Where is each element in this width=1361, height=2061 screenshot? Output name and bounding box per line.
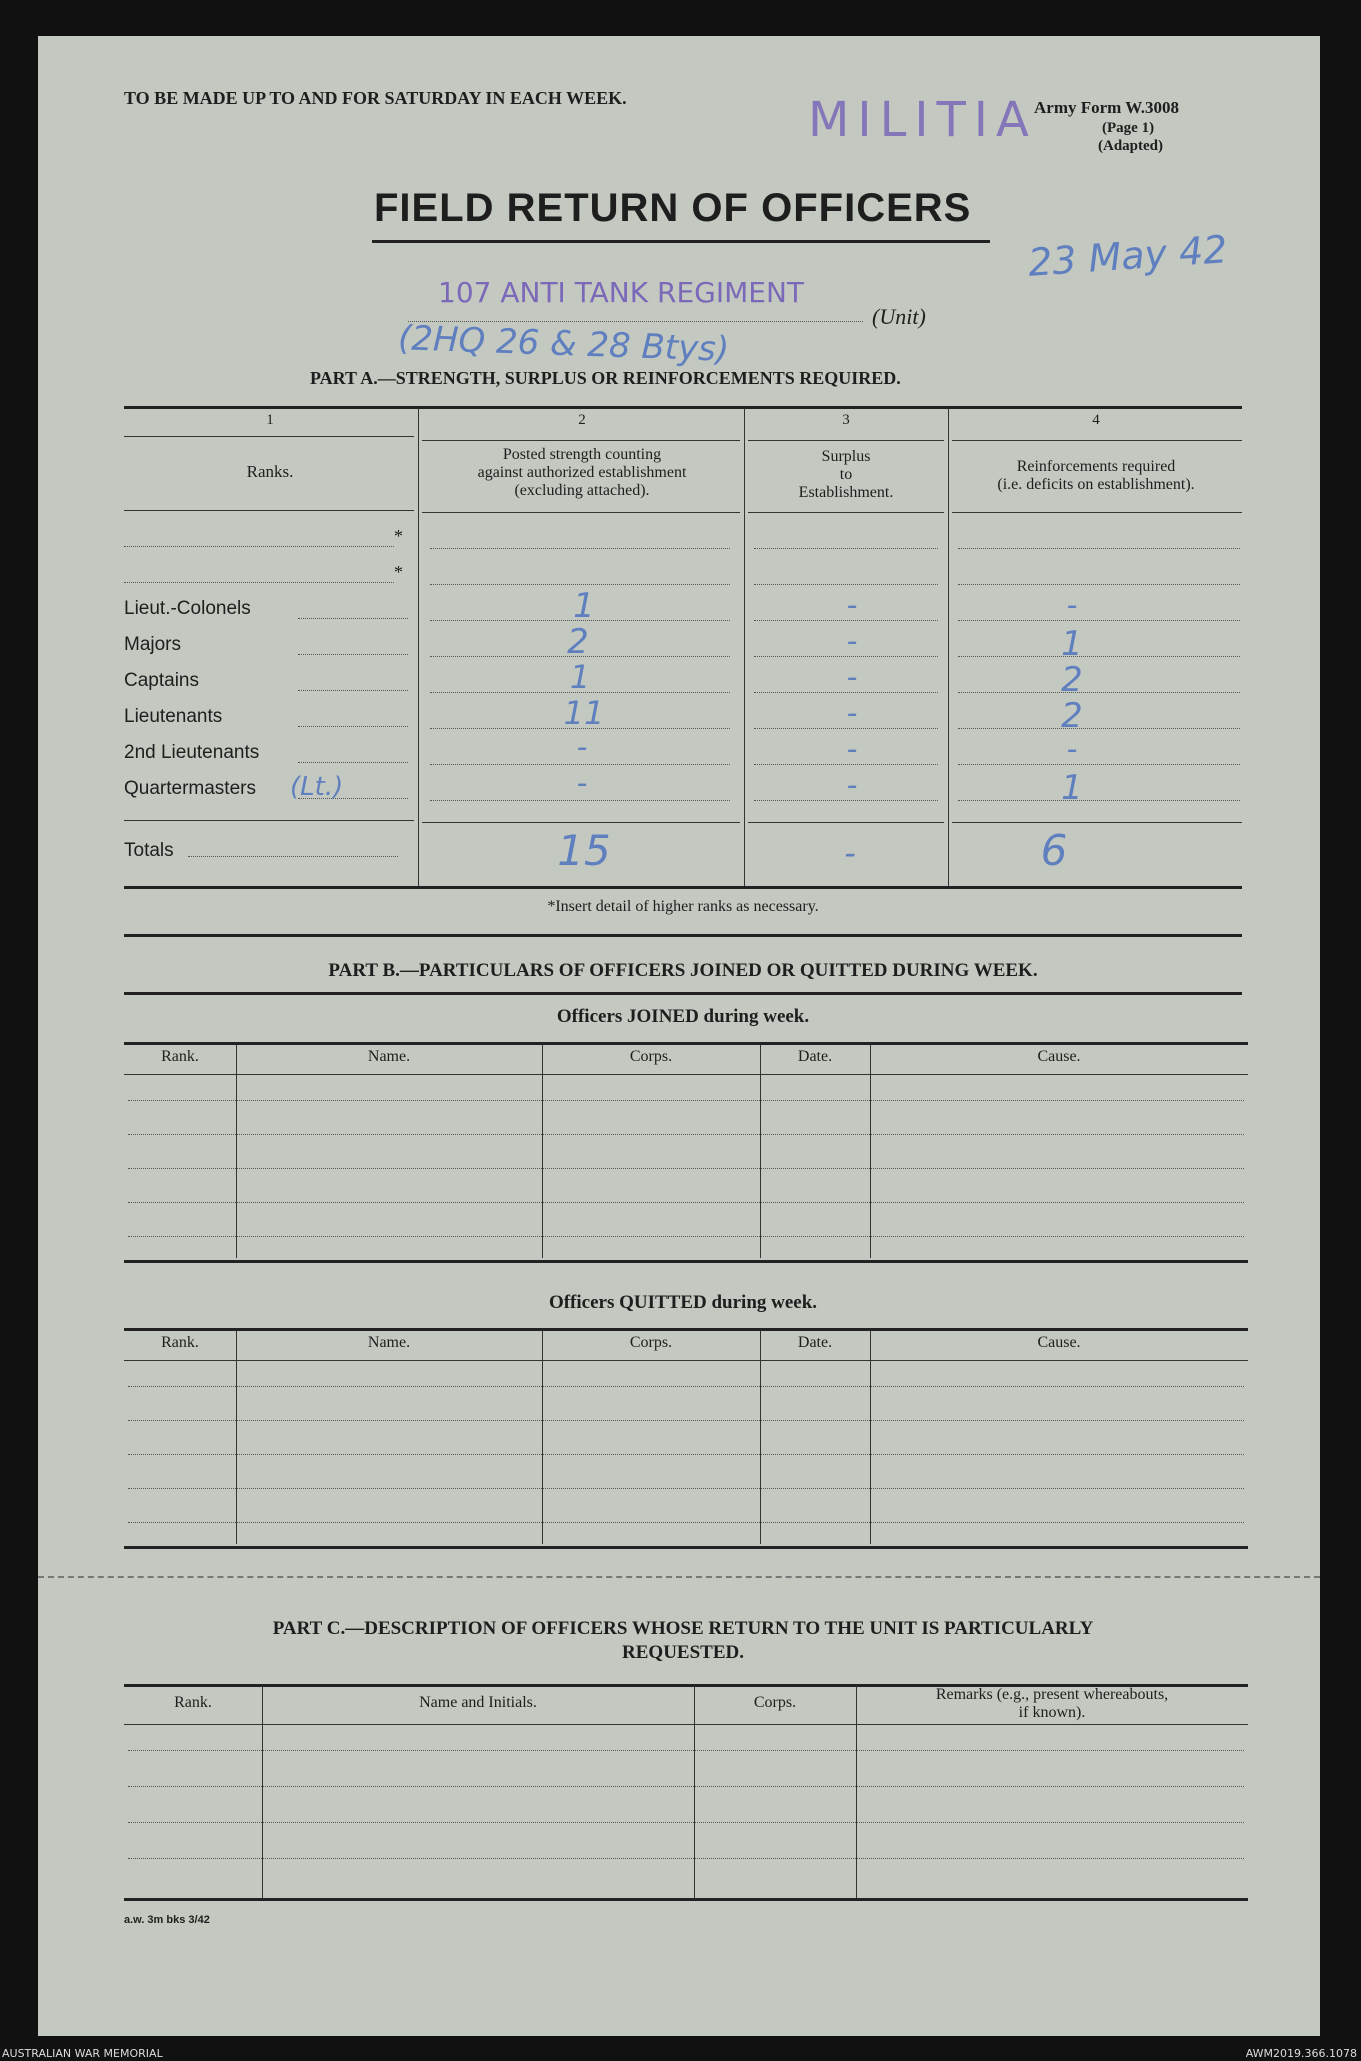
reinf-2nd-lieutenants: - [1066,732,1078,767]
part-a-footnote: *Insert detail of higher ranks as necessary. [547,898,819,915]
form-adapted: (Adapted) [1098,138,1164,154]
page-title: FIELD RETURN OF OFFICERS [374,186,972,230]
part-b-top-rule [124,934,1242,937]
rule [748,512,944,513]
quitted-col-header: Name. [367,1334,411,1351]
joined-col-header: Rank. [161,1048,199,1065]
col-header-reinf-1: Reinforcements required [1016,458,1176,475]
surplus-lieut-colonels: - [846,588,858,623]
quitted-col-divider [236,1330,237,1544]
part-c-remarks-header-2: if known). [1018,1704,1086,1721]
posted-2nd-lieutenants: - [576,730,588,765]
quitted-row-line [128,1522,1244,1523]
form-number: Army Form W.3008 [1034,98,1179,117]
quitted-row-line [128,1454,1244,1455]
unit-label: (Unit) [872,304,926,329]
joined-col-header: Corps. [629,1048,673,1065]
part-c-col-header: Name and Initials. [419,1694,537,1711]
asterisk-1: * [394,526,403,546]
part-c-col-header: Rank. [174,1694,212,1711]
col-divider-1 [418,408,419,886]
quitted-col-divider [870,1330,871,1544]
col-header-ranks: Ranks. [246,462,294,481]
posted-lieutenants: 11 [563,694,605,732]
part-c-remarks-header-1: Remarks (e.g., present whereabouts, [935,1686,1169,1703]
part-c-col-divider [262,1686,263,1898]
rank-lieut-colonels: Lieut.-Colonels [124,598,251,619]
totals-dotline [188,856,398,857]
instruction-text: TO BE MADE UP TO AND FOR SATURDAY IN EACH WEEK. [124,88,627,108]
quitted-col-header: Date. [797,1334,833,1351]
form-sheet [38,36,1320,2036]
title-underline [372,240,990,243]
joined-bottom-rule [124,1260,1248,1263]
part-b-title: PART B.—PARTICULARS OF OFFICERS JOINED OR QUITTED DURING WEEK. [328,960,1038,981]
part-c-row-line [128,1750,1244,1751]
footer-credit: AUSTRALIAN WAR MEMORIAL [2,2047,163,2060]
rule [952,822,1242,823]
col-divider-3 [948,408,949,886]
total-reinf: 6 [1040,826,1068,875]
strength-dotline [430,548,730,549]
reinf-captains: 2 [1061,660,1083,700]
reinf-quartermasters: 1 [1061,768,1083,808]
part-c-bottom-rule [124,1898,1248,1901]
surplus-majors: - [846,624,858,659]
militia-stamp: MILITIA [808,92,1037,148]
rule [952,512,1242,513]
reinf-dotline [958,620,1240,621]
rule [124,436,414,437]
reinf-dotline [958,764,1240,765]
rank-dotline [124,546,394,547]
col-header-reinf-2: (i.e. deficits on establishment). [997,476,1195,493]
rule [124,510,414,511]
totals-label: Totals [124,840,174,861]
handwritten-unit-note: (2HQ 26 & 28 Btys) [397,318,730,370]
joined-col-header: Date. [797,1048,833,1065]
reinf-dotline [958,728,1240,729]
joined-col-divider [870,1044,871,1258]
quitted-col-header: Rank. [161,1334,199,1351]
part-c-title-2: REQUESTED. [622,1642,744,1663]
part-c-title-1: PART C.—DESCRIPTION OF OFFICERS WHOSE RETURN TO THE UNIT IS PARTICULARLY [272,1618,1094,1639]
total-surplus: - [844,834,856,872]
quitted-row-line [128,1420,1244,1421]
joined-title: Officers JOINED during week. [556,1006,810,1027]
col-divider-2 [744,408,745,886]
quitted-col-header: Cause. [1037,1334,1081,1351]
quitted-header-rule [124,1360,1248,1361]
joined-row-line [128,1236,1244,1237]
col-header-posted-3: (excluding attached). [514,482,650,499]
quartermasters-handwritten-note: (Lt.) [290,772,344,802]
rule [422,512,740,513]
joined-top-rule [124,1042,1248,1045]
rule [422,822,740,823]
posted-quartermasters: - [576,766,588,801]
strength-dotline [430,584,730,585]
reinf-lieut-colonels: - [1066,588,1078,623]
quitted-top-rule [124,1328,1248,1331]
col-header-posted-2: against authorized establishment [477,464,687,481]
quitted-title: Officers QUITTED during week. [548,1292,818,1313]
surplus-quartermasters: - [846,768,858,803]
footer-accession: AWM2019.366.1078 [1245,2047,1357,2060]
handwritten-date: 23 May 42 [1026,227,1229,285]
rule [952,440,1242,441]
perforation-line [38,1576,1320,1578]
rule [748,440,944,441]
col-number-1: 1 [266,412,274,428]
quitted-col-divider [760,1330,761,1544]
col-number-3: 3 [842,412,850,428]
joined-row-line [128,1202,1244,1203]
part-c-header-rule [124,1724,1248,1725]
surplus-2nd-lieutenants: - [846,732,858,767]
total-posted: 15 [557,826,611,875]
surplus-lieutenants: - [846,696,858,731]
rank-dotline [298,618,408,619]
rank-dotline [124,582,394,583]
part-c-row-line [128,1786,1244,1787]
rule [124,820,414,821]
rank-captains: Captains [124,670,199,691]
joined-col-header: Cause. [1037,1048,1081,1065]
col-header-surplus-3: Establishment. [798,484,894,501]
joined-col-header: Name. [367,1048,411,1065]
part-b-title-rule [124,992,1242,995]
surplus-dotline [754,548,938,549]
col-number-4: 4 [1092,412,1100,428]
unit-stamp: 107 ANTI TANK REGIMENT [438,276,804,309]
col-header-posted-1: Posted strength counting [502,446,662,463]
quitted-col-header: Corps. [629,1334,673,1351]
print-code: a.w. 3m bks 3/42 [124,1914,210,1926]
col-number-2: 2 [578,412,586,428]
part-a-bottom-rule [124,886,1242,889]
part-a-title: PART A.—STRENGTH, SURPLUS OR REINFORCEMENTS REQUIRED. [310,368,901,388]
joined-col-divider [542,1044,543,1258]
surplus-captains: - [846,660,858,695]
reinf-dotline [958,548,1240,549]
quitted-row-line [128,1488,1244,1489]
surplus-dotline [754,584,938,585]
reinf-majors: 1 [1061,624,1083,664]
part-c-col-header: Corps. [753,1694,797,1711]
rank-dotline [298,762,408,763]
quitted-row-line [128,1386,1244,1387]
col-header-surplus-2: to [839,466,853,483]
asterisk-2: * [394,562,403,582]
posted-captains: 1 [569,658,591,696]
joined-col-divider [760,1044,761,1258]
reinf-dotline [958,692,1240,693]
col-header-surplus-1: Surplus [821,448,871,465]
joined-row-line [128,1168,1244,1169]
joined-row-line [128,1134,1244,1135]
reinf-dotline [958,656,1240,657]
part-c-col-divider [856,1686,857,1898]
posted-lieut-colonels: 1 [573,586,595,626]
rule [748,822,944,823]
joined-row-line [128,1100,1244,1101]
part-c-col-divider [694,1686,695,1898]
rank-lieutenants: Lieutenants [124,706,223,727]
quitted-col-divider [542,1330,543,1544]
rank-dotline [298,690,408,691]
rank-2nd-lieutenants: 2nd Lieutenants [124,742,260,763]
part-a-top-rule [124,406,1242,409]
rank-majors: Majors [124,634,182,655]
form-page: (Page 1) [1102,120,1155,136]
quitted-bottom-rule [124,1546,1248,1549]
joined-header-rule [124,1074,1248,1075]
part-c-row-line [128,1822,1244,1823]
rank-dotline [298,654,408,655]
reinf-dotline [958,800,1240,801]
rank-quartermasters: Quartermasters [124,778,256,799]
posted-majors: 2 [567,622,589,662]
joined-col-divider [236,1044,237,1258]
reinf-dotline [958,584,1240,585]
part-c-row-line [128,1858,1244,1859]
rank-dotline [298,726,408,727]
rule [422,440,740,441]
reinf-lieutenants: 2 [1061,696,1083,736]
